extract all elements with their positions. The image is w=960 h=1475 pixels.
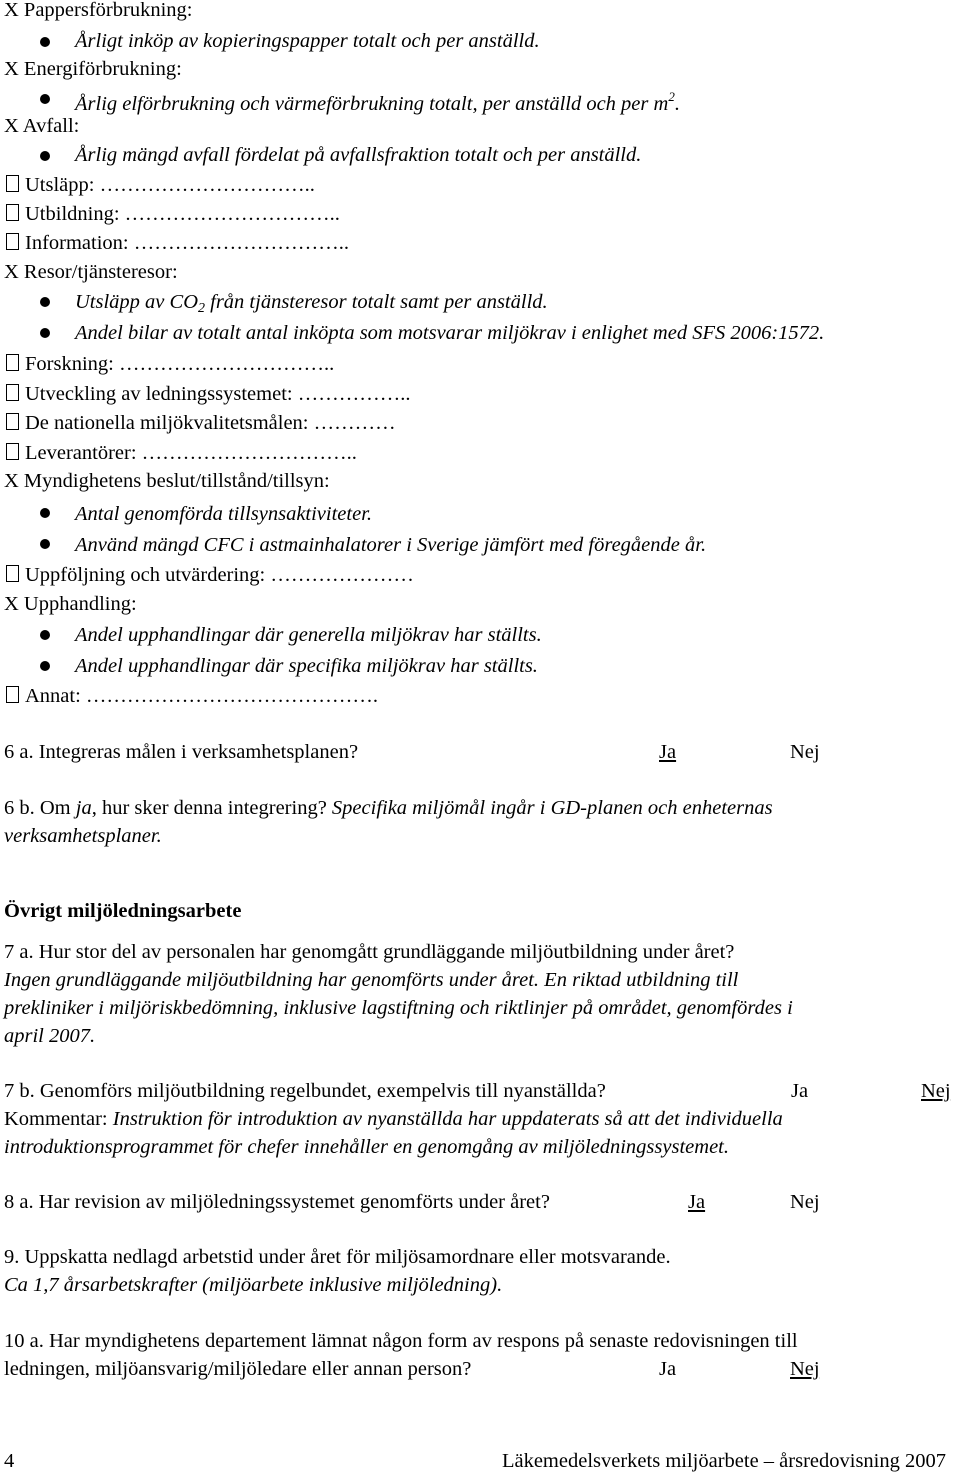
bullet	[40, 328, 50, 338]
suppliers-line: Leverantörer: …………………………..	[4, 441, 357, 465]
authority-heading: X Myndighetens beslut/tillstånd/tillsyn:	[4, 470, 330, 492]
energy-item: Årlig elförbrukning och värmeförbrukning totalt, per anställd och per $m^2$.	[75, 89, 680, 115]
procurement-item-2: Andel upphandlingar där specifika miljökrav har ställts.	[75, 655, 538, 677]
checkbox-icon[interactable]	[6, 354, 19, 371]
emissions-line: Utsläpp: …………………………..	[4, 173, 315, 197]
checkbox-icon[interactable]	[6, 565, 19, 582]
bullet	[40, 94, 50, 104]
bullet	[40, 539, 50, 549]
authority-item-1: Antal genomförda tillsynsaktiviteter.	[75, 503, 373, 525]
page-number: 4	[4, 1450, 15, 1472]
bullet	[40, 661, 50, 671]
answer-6b-cont: verksamhetsplaner.	[4, 825, 162, 847]
question-7a: 7 a. Hur stor del av personalen har genomgått grundläggande miljöutbildning under året?	[4, 941, 735, 963]
answer-10a-yes: Ja	[659, 1358, 677, 1380]
procurement-item-1: Andel upphandlingar där generella miljökrav har ställts.	[75, 624, 542, 646]
footer-title: Läkemedelsverkets miljöarbete – årsredovisning 2007	[501, 1450, 946, 1472]
checkbox-icon[interactable]	[6, 443, 19, 460]
paper-heading: X Pappersförbrukning:	[4, 0, 193, 21]
checkbox-icon[interactable]	[6, 384, 19, 401]
question-8a: 8 a. Har revision av miljöledningssystemet genomförts under året?	[4, 1191, 550, 1213]
comment-7b-cont: introduktionsprogrammet för chefer innehåller en genomgång av miljöledningssystemet.	[4, 1136, 729, 1158]
authority-item-2: Använd mängd CFC i astmainhalatorer i Sverige jämfört med föregående år.	[75, 534, 707, 556]
other-line: Annat: …………………………………….	[4, 684, 378, 708]
answer-7a-line-3: april 2007.	[4, 1025, 96, 1047]
question-6a: 6 a. Integreras målen i verksamhetsplanen?	[4, 741, 359, 763]
answer-10a-no: Nej	[790, 1358, 820, 1380]
procurement-heading: X Upphandling:	[4, 593, 137, 615]
answer-8a-no: Nej	[790, 1191, 820, 1213]
checkbox-icon[interactable]	[6, 686, 19, 703]
followup-line: Uppföljning och utvärdering: …………………	[4, 563, 414, 587]
national-goals-line: De nationella miljökvalitetsmålen: …………	[4, 411, 396, 435]
research-line: Forskning: …………………………..	[4, 352, 334, 376]
answer-9: Ca 1,7 årsarbetskrafter (miljöarbete inklusive miljöledning).	[4, 1274, 503, 1296]
development-line: Utveckling av ledningssystemet: ……………..	[4, 382, 410, 406]
question-10a-cont: ledningen, miljöansvarig/miljöledare eller annan person?	[4, 1358, 472, 1380]
bullet	[40, 508, 50, 518]
energy-heading: X Energiförbrukning:	[4, 58, 182, 80]
answer-7b-yes: Ja	[791, 1080, 809, 1102]
checkbox-icon[interactable]	[6, 233, 19, 250]
paper-item: Årligt inköp av kopieringspapper totalt och per anställd.	[75, 30, 540, 52]
waste-heading: X Avfall:	[4, 115, 80, 137]
travel-heading: X Resor/tjänsteresor:	[4, 261, 178, 283]
checkbox-icon[interactable]	[6, 204, 19, 221]
answer-7a-line-2: prekliniker i miljöriskbedömning, inklusive lagstiftning och riktlinjer på området, genomfördes i	[4, 997, 793, 1019]
checkbox-icon[interactable]	[6, 413, 19, 430]
bullet	[40, 37, 50, 47]
section-heading: Övrigt miljöledningsarbete	[4, 900, 242, 922]
comment-7b: Kommentar: Instruktion för introduktion av nyanställda har uppdaterats så att det individuella	[4, 1108, 783, 1130]
bullet	[40, 151, 50, 161]
question-6b: 6 b. Om ja, hur sker denna integrering? Specifika miljömål ingår i GD-planen och enheternas	[4, 797, 773, 819]
answer-6a-no: Nej	[790, 741, 820, 763]
bullet	[40, 297, 50, 307]
education-line: Utbildning: …………………………..	[4, 202, 340, 226]
information-line: Information: …………………………..	[4, 231, 349, 255]
travel-item-2: Andel bilar av totalt antal inköpta som motsvarar miljökrav i enlighet med SFS 2006:1572.	[75, 322, 825, 344]
question-10a: 10 a. Har myndighetens departement lämnat någon form av respons på senaste redovisningen till	[4, 1330, 798, 1352]
question-9: 9. Uppskatta nedlagd arbetstid under året för miljösamordnare eller motsvarande.	[4, 1246, 671, 1268]
waste-item: Årlig mängd avfall fördelat på avfallsfraktion totalt och per anställd.	[75, 144, 642, 166]
travel-item-1: Utsläpp av $CO_2$ från tjänsteresor totalt samt per anställd.	[75, 291, 548, 316]
question-7b: 7 b. Genomförs miljöutbildning regelbundet, exempelvis till nyanställda?	[4, 1080, 606, 1102]
bullet	[40, 630, 50, 640]
answer-8a-yes: Ja	[688, 1191, 706, 1213]
answer-7a-line-1: Ingen grundläggande miljöutbildning har genomförts under året. En riktad utbildning till	[4, 969, 739, 991]
answer-7b-no: Nej	[921, 1080, 951, 1102]
checkbox-icon[interactable]	[6, 175, 19, 192]
answer-6a-yes: Ja	[659, 741, 677, 763]
